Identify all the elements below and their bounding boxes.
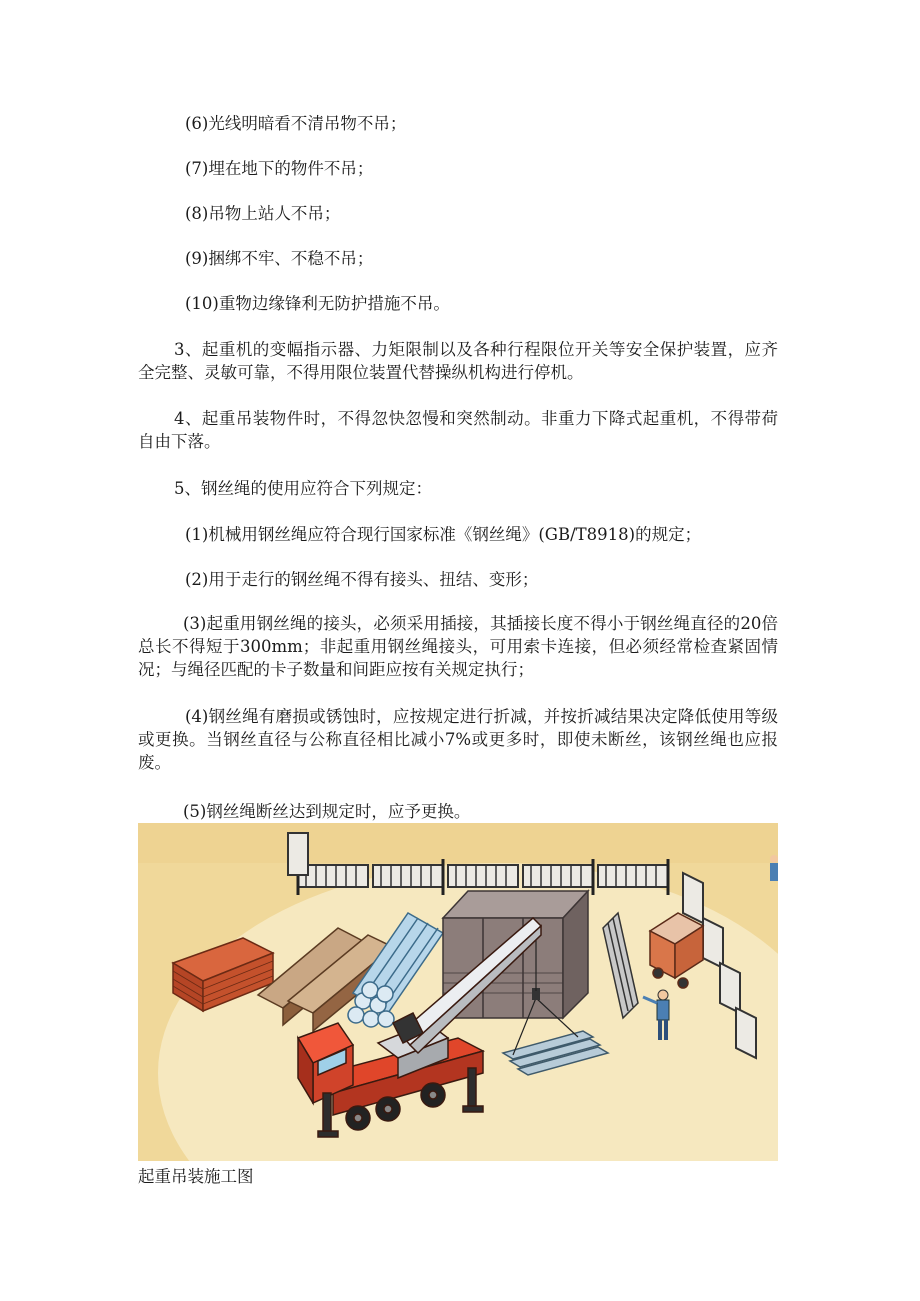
- rule-6: (6)光线明暗看不清吊物不吊；: [185, 114, 407, 133]
- wire-rope-rule-1: (1)机械用钢丝绳应符合现行国家标准《钢丝绳》(GB/T8918)的规定；: [185, 525, 702, 544]
- paragraph-5-heading: 5、钢丝绳的使用应符合下列规定：: [174, 479, 432, 498]
- rule-8: (8)吊物上站人不吊；: [185, 204, 341, 223]
- rule-7: (7)埋在地下的物件不吊；: [185, 159, 374, 178]
- wire-rope-rule-4: (4)钢丝绳有磨损或锈蚀时，应按规定进行折减，并按折减结果决定降低使用等级或更换。当钢丝直径与公称直径相比减小7%或更多时，即使未断丝，该钢丝绳也应报废。: [138, 707, 778, 772]
- wire-rope-rule-5: (5)钢丝绳断丝达到规定时，应予更换。: [183, 802, 471, 821]
- crane-lifting-illustration: [138, 823, 778, 1161]
- rule-10: (10)重物边缘锋利无防护措施不吊。: [185, 294, 450, 313]
- wire-rope-rule-2: (2)用于走行的钢丝绳不得有接头、扭结、变形；: [185, 570, 539, 589]
- paragraph-3: 3、起重机的变幅指示器、力矩限制以及各种行程限位开关等安全保护装置，应齐全完整、灵敏可靠，不得用限位装置代替操纵机构进行停机。: [138, 340, 778, 382]
- paragraph-4: 4、起重吊装物件时，不得忽快忽慢和突然制动。非重力下降式起重机，不得带荷自由下落。: [138, 409, 778, 451]
- figure-caption: 起重吊装施工图: [138, 1167, 254, 1186]
- rule-9: (9)捆绑不牢、不稳不吊；: [185, 249, 374, 268]
- wire-rope-rule-3: (3)起重用钢丝绳的接头，必须采用插接，其插接长度不得小于钢丝绳直径的20倍总长不得短于300mm；非起重用钢丝绳接头，可用索卡连接，但必须经常检查紧固情况；与绳径匹配的卡子数量和间距应按有关规定执行；: [138, 614, 778, 679]
